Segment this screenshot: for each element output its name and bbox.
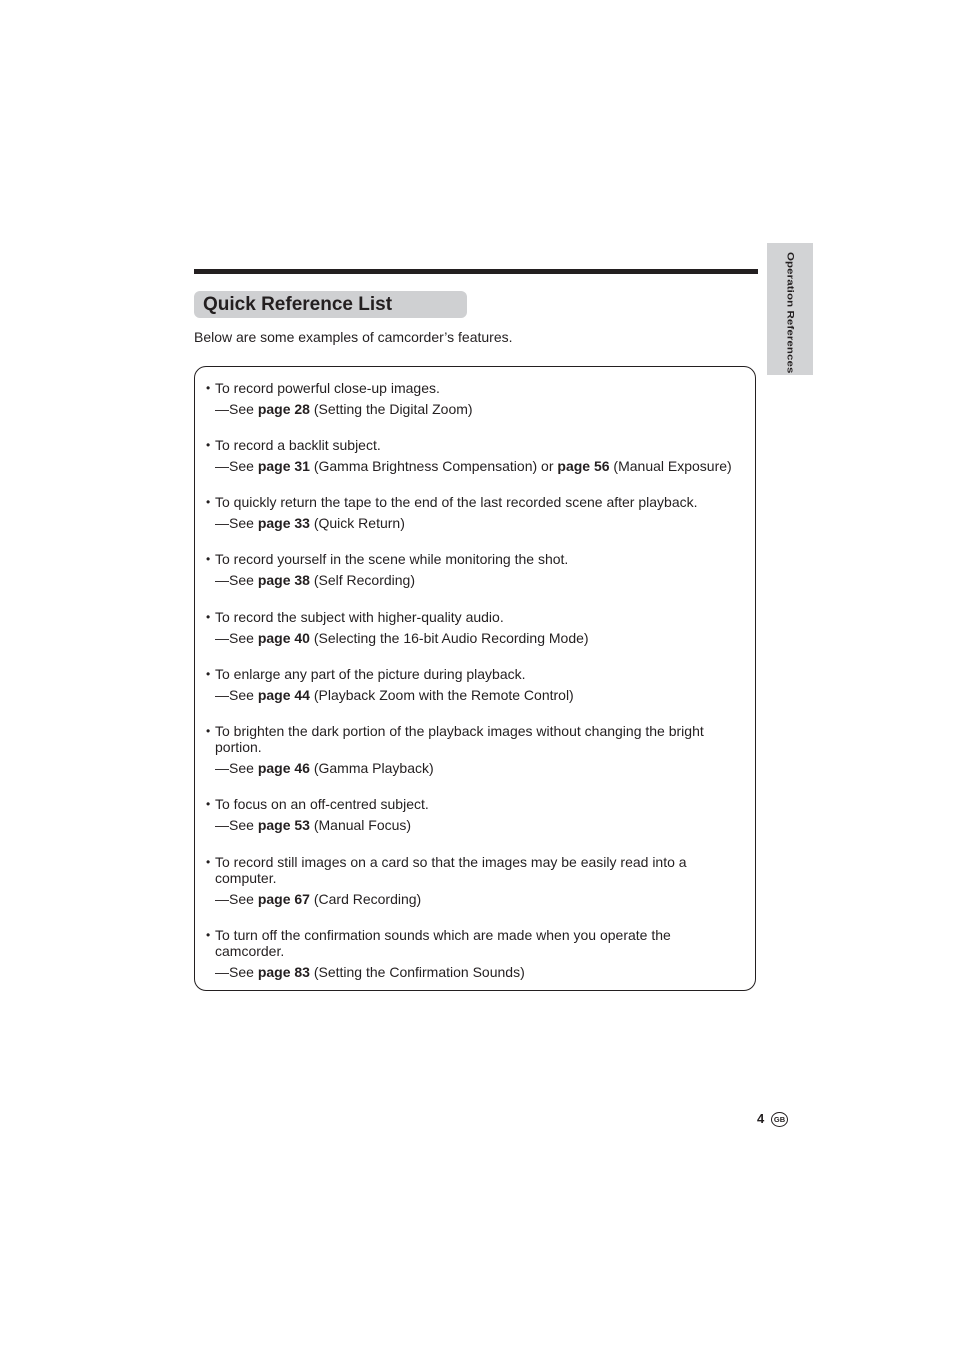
reference-description: (Manual Focus) (309, 817, 412, 833)
page-reference (215, 458, 732, 474)
reference-description: (Card Recording) (309, 891, 422, 907)
bullet-icon: • (206, 438, 211, 452)
bullet-icon: • (206, 724, 211, 738)
item-text: To record yourself in the scene while monitoring the shot. (215, 551, 569, 567)
page-reference (215, 515, 405, 531)
reference-prefix: —See (215, 891, 258, 907)
reference-page: page 53 (257, 817, 310, 833)
reference-page: page 56 (557, 458, 610, 474)
reference-prefix: —See (215, 401, 258, 417)
page-reference (215, 891, 421, 907)
reference-page: page 44 (257, 687, 310, 703)
reference-description: (Playback Zoom with the Remote Control) (309, 687, 574, 703)
item-text: To record still images on a card so that the images may be easily read into a (215, 854, 687, 870)
side-tab (767, 243, 813, 375)
reference-prefix: —See (215, 572, 258, 588)
item-text: camcorder. (215, 943, 285, 959)
item-text: To brighten the dark portion of the playback images without changing the bright (215, 723, 704, 739)
reference-page: page 28 (257, 401, 310, 417)
reference-prefix: —See (215, 515, 258, 531)
reference-description: (Setting the Digital Zoom) (309, 401, 473, 417)
section-intro: Below are some examples of camcorder’s features. (194, 329, 513, 345)
reference-box (194, 366, 756, 991)
reference-prefix: —See (215, 964, 258, 980)
bullet-icon: • (206, 552, 211, 566)
reference-page: page 40 (257, 630, 310, 646)
region-badge: GB (771, 1112, 788, 1127)
bullet-icon: • (206, 667, 211, 681)
reference-description: (Manual Exposure) (609, 458, 732, 474)
reference-description: (Selecting the 16-bit Audio Recording Mode) (309, 630, 589, 646)
page-reference (215, 687, 574, 703)
reference-page: page 38 (257, 572, 310, 588)
reference-page: page 83 (257, 964, 310, 980)
item-text: To record powerful close-up images. (215, 380, 440, 396)
top-rule (194, 269, 758, 274)
section-title-bar (194, 291, 467, 318)
page-reference (215, 964, 525, 980)
bullet-icon: • (206, 855, 211, 869)
reference-page: page 31 (257, 458, 310, 474)
page-reference (215, 760, 434, 776)
reference-prefix: —See (215, 630, 258, 646)
page-reference (215, 401, 473, 417)
item-text: computer. (215, 870, 277, 886)
item-text: portion. (215, 739, 262, 755)
reference-page: page 67 (257, 891, 310, 907)
side-tab-label: Operation References (785, 252, 795, 374)
bullet-icon: • (206, 928, 211, 942)
reference-description: (Quick Return) (309, 515, 405, 531)
bullet-icon: • (206, 797, 211, 811)
reference-prefix: —See (215, 687, 258, 703)
section-title: Quick Reference List (203, 294, 393, 315)
reference-description: (Gamma Brightness Compensation) or (309, 458, 558, 474)
item-text: To quickly return the tape to the end of the last recorded scene after playback. (215, 494, 698, 510)
reference-prefix: —See (215, 817, 258, 833)
bullet-icon: • (206, 610, 211, 624)
reference-prefix: —See (215, 458, 258, 474)
reference-page: page 33 (257, 515, 310, 531)
item-text: To turn off the confirmation sounds which are made when you operate the (215, 927, 671, 943)
item-text: To record a backlit subject. (215, 437, 381, 453)
item-text: To focus on an off-centred subject. (215, 796, 429, 812)
reference-page: page 46 (257, 760, 310, 776)
reference-prefix: —See (215, 760, 258, 776)
page-reference (215, 572, 415, 588)
bullet-icon: • (206, 495, 211, 509)
bullet-icon: • (206, 381, 211, 395)
page-reference (215, 630, 589, 646)
reference-description: (Setting the Confirmation Sounds) (309, 964, 525, 980)
page-number: 4 (757, 1111, 765, 1126)
item-text: To enlarge any part of the picture during playback. (215, 666, 526, 682)
item-text: To record the subject with higher-quality audio. (215, 609, 504, 625)
reference-description: (Gamma Playback) (309, 760, 434, 776)
reference-description: (Self Recording) (309, 572, 415, 588)
page-reference (215, 817, 411, 833)
